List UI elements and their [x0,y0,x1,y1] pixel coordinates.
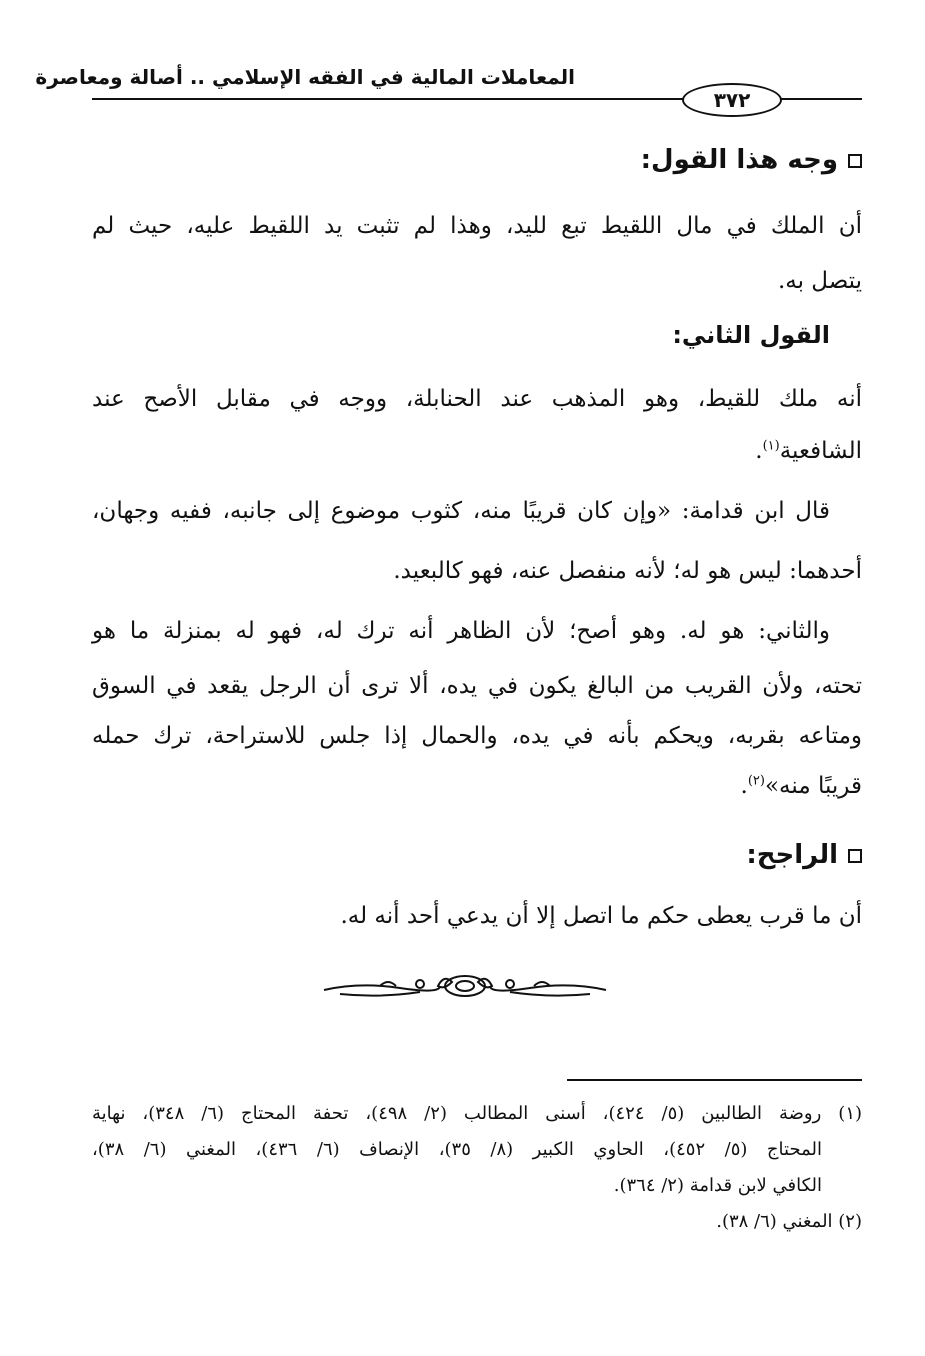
period: . [740,773,748,799]
paragraph-line: أنه ملك للقيط، وهو المذهب عند الحنابلة، ووجه في مقابل الأصح عند [92,386,862,412]
heading-wajh-hatha-alqawl [641,140,862,180]
square-bullet-icon [848,154,862,168]
quote-line: قال ابن قدامة: «وإن كان قريبًا منه، كثوب موضوع إلى جانبه، ففيه وجهان، [92,498,830,524]
quote-line: أحدهما: ليس هو له؛ لأنه منفصل عنه، فهو كالبعيد. [393,558,862,584]
footnote-line: (١) روضة الطالبين (٥/ ٤٢٤)، أسنى المطالب (٢/ ٤٩٨)، تحفة المحتاج (٦/ ٣٤٨)، نهاية [92,1103,863,1124]
paragraph-line: يتصل به. [777,268,862,294]
footnote-line: (٢) المغني (٦/ ٣٨). [716,1211,862,1232]
heading-text: الراجح: [746,840,838,870]
period: . [755,438,763,464]
page-number: ٣٧٢ [682,83,782,117]
quote-line: تحته، ولأن القريب من البالغ يكون في يده، ألا ترى أن الرجل يقعد في السوق [92,673,862,699]
quote-text: قريبًا منه» [764,773,862,799]
paragraph-line: أن الملك في مال اللقيط تبع لليد، وهذا لم تثبت يد اللقيط عليه، حيث لم [92,213,862,239]
paragraph-text: الشافعية [779,438,862,464]
footnote-ref: (٢) [747,773,765,789]
footnote-line: الكافي لابن قدامة (٢/ ٣٦٤). [613,1175,822,1196]
quote-line [741,763,862,809]
heading-alrajih [746,835,862,875]
footnote-ref: (١) [762,438,780,454]
paragraph-line: أن ما قرب يعطى حكم ما اتصل إلا أن يدعي أحد أنه له. [340,903,862,929]
heading-text: وجه هذا القول: [640,145,838,175]
heading-alqawl-althani: القول الثاني: [672,321,830,349]
quote-line: ومتاعه بقربه، ويحكم بأنه في يده، والحمال إذا جلس للاستراحة، ترك حمله [92,723,862,749]
square-bullet-icon [848,849,862,863]
running-header-title: المعاملات المالية في الفقه الإسلامي .. أصالة ومعاصرة [35,65,575,89]
quote-line: والثاني: هو له. وهو أصح؛ لأن الظاهر أنه ترك له، فهو له بمنزلة ما هو [92,618,830,644]
paragraph-line [755,428,862,474]
footnote-rule [567,1079,862,1081]
footnote-line: المحتاج (٥/ ٤٥٢)، الحاوي الكبير (٨/ ٣٥)، الإنصاف (٦/ ٤٣٦)، المغني (٦/ ٣٨)، [92,1139,822,1160]
ornament-divider-icon [320,968,610,1004]
